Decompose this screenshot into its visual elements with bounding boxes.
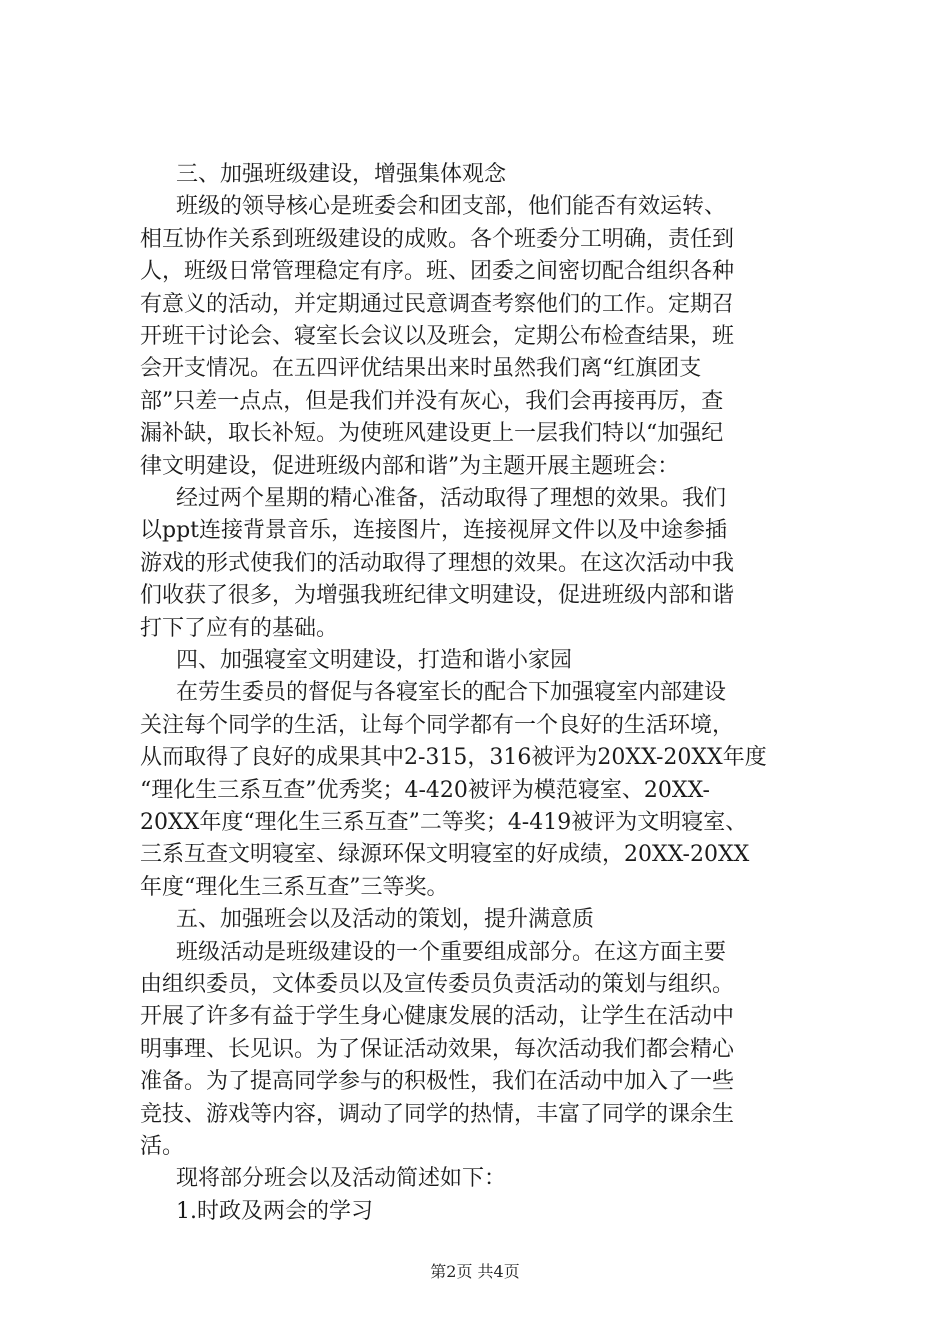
paragraph-line: “理化生三系互查”优秀奖；4-420被评为模范寝室、20XX-: [140, 777, 710, 803]
paragraph-line: 以ppt连接背景音乐，连接图片，连接视屏文件以及中途参插: [140, 518, 728, 544]
paragraph-line: 开展了许多有益于学生身心健康发展的活动，让学生在活动中: [140, 1004, 735, 1030]
paragraph-line: 竞技、游戏等内容，调动了同学的热情，丰富了同学的课余生: [140, 1101, 735, 1127]
section-heading-5: 五、加强班会以及活动的策划，提升满意质: [176, 907, 595, 933]
paragraph-line: 明事理、长见识。为了保证活动效果，每次活动我们都会精心: [140, 1036, 735, 1062]
paragraph-line: 活。: [140, 1134, 185, 1159]
paragraph-line: 们收获了很多，为增强我班纪律文明建设，促进班级内部和谐: [140, 583, 735, 609]
paragraph-line: 漏补缺，取长补短。为使班风建设更上一层我们特以“加强纪: [140, 421, 724, 447]
paragraph-line: 现将部分班会以及活动简述如下：: [176, 1166, 507, 1192]
paragraph-line: 关注每个同学的生活，让每个同学都有一个良好的生活环境，: [140, 712, 735, 738]
paragraph-line: 从而取得了良好的成果其中2-315，316被评为20XX-20XX年度: [140, 745, 767, 771]
paragraph-line: 人，班级日常管理稳定有序。班、团委之间密切配合组织各种: [140, 259, 735, 285]
paragraph-line: 相互协作关系到班级建设的成败。各个班委分工明确，责任到: [140, 226, 735, 252]
page-number-footer: 第2页 共4页: [430, 1262, 520, 1282]
section-heading-3: 三、加强班级建设，增强集体观念: [176, 162, 507, 187]
section-heading-4: 四、加强寝室文明建设，打造和谐小家园: [176, 648, 573, 673]
paragraph-line: 年度“理化生三系互查”三等奖。: [140, 874, 449, 900]
paragraph-line: 经过两个星期的精心准备，活动取得了理想的效果。我们: [176, 486, 727, 511]
paragraph-line: 三系互查文明寝室、绿源环保文明寝室的好成绩，20XX-20XX: [140, 842, 750, 868]
paragraph-line: 游戏的形式使我们的活动取得了理想的效果。在这次活动中我: [140, 550, 735, 576]
list-item-1: 1.时政及两会的学习: [176, 1198, 373, 1224]
paragraph-line: 有意义的活动，并定期通过民意调查考察他们的工作。定期召: [140, 291, 735, 317]
paragraph-line: 打下了应有的基础。: [140, 615, 339, 641]
paragraph-line: 班级活动是班级建设的一个重要组成部分。在这方面主要: [176, 939, 727, 965]
paragraph-line: 会开支情况。在五四评优结果出来时虽然我们离“红旗团支: [140, 356, 702, 382]
paragraph-line: 在劳生委员的督促与各寝室长的配合下加强寝室内部建设: [176, 680, 727, 706]
paragraph-line: 班级的领导核心是班委会和团支部，他们能否有效运转、: [176, 194, 727, 220]
paragraph-line: 开班干讨论会、寝室长会议以及班会，定期公布检查结果，班: [140, 324, 735, 349]
paragraph-line: 由组织委员，文体委员以及宣传委员负责活动的策划与组织。: [140, 972, 735, 997]
paragraph-line: 律文明建设，促进班级内部和谐”为主题开展主题班会：: [140, 453, 680, 479]
paragraph-line: 20XX年度“理化生三系互查”二等奖；4-419被评为文明寝室、: [140, 810, 748, 835]
paragraph-line: 准备。为了提高同学参与的积极性，我们在活动中加入了一些: [140, 1069, 735, 1095]
paragraph-line: 部”只差一点点，但是我们并没有灰心，我们会再接再厉，查: [140, 388, 724, 414]
